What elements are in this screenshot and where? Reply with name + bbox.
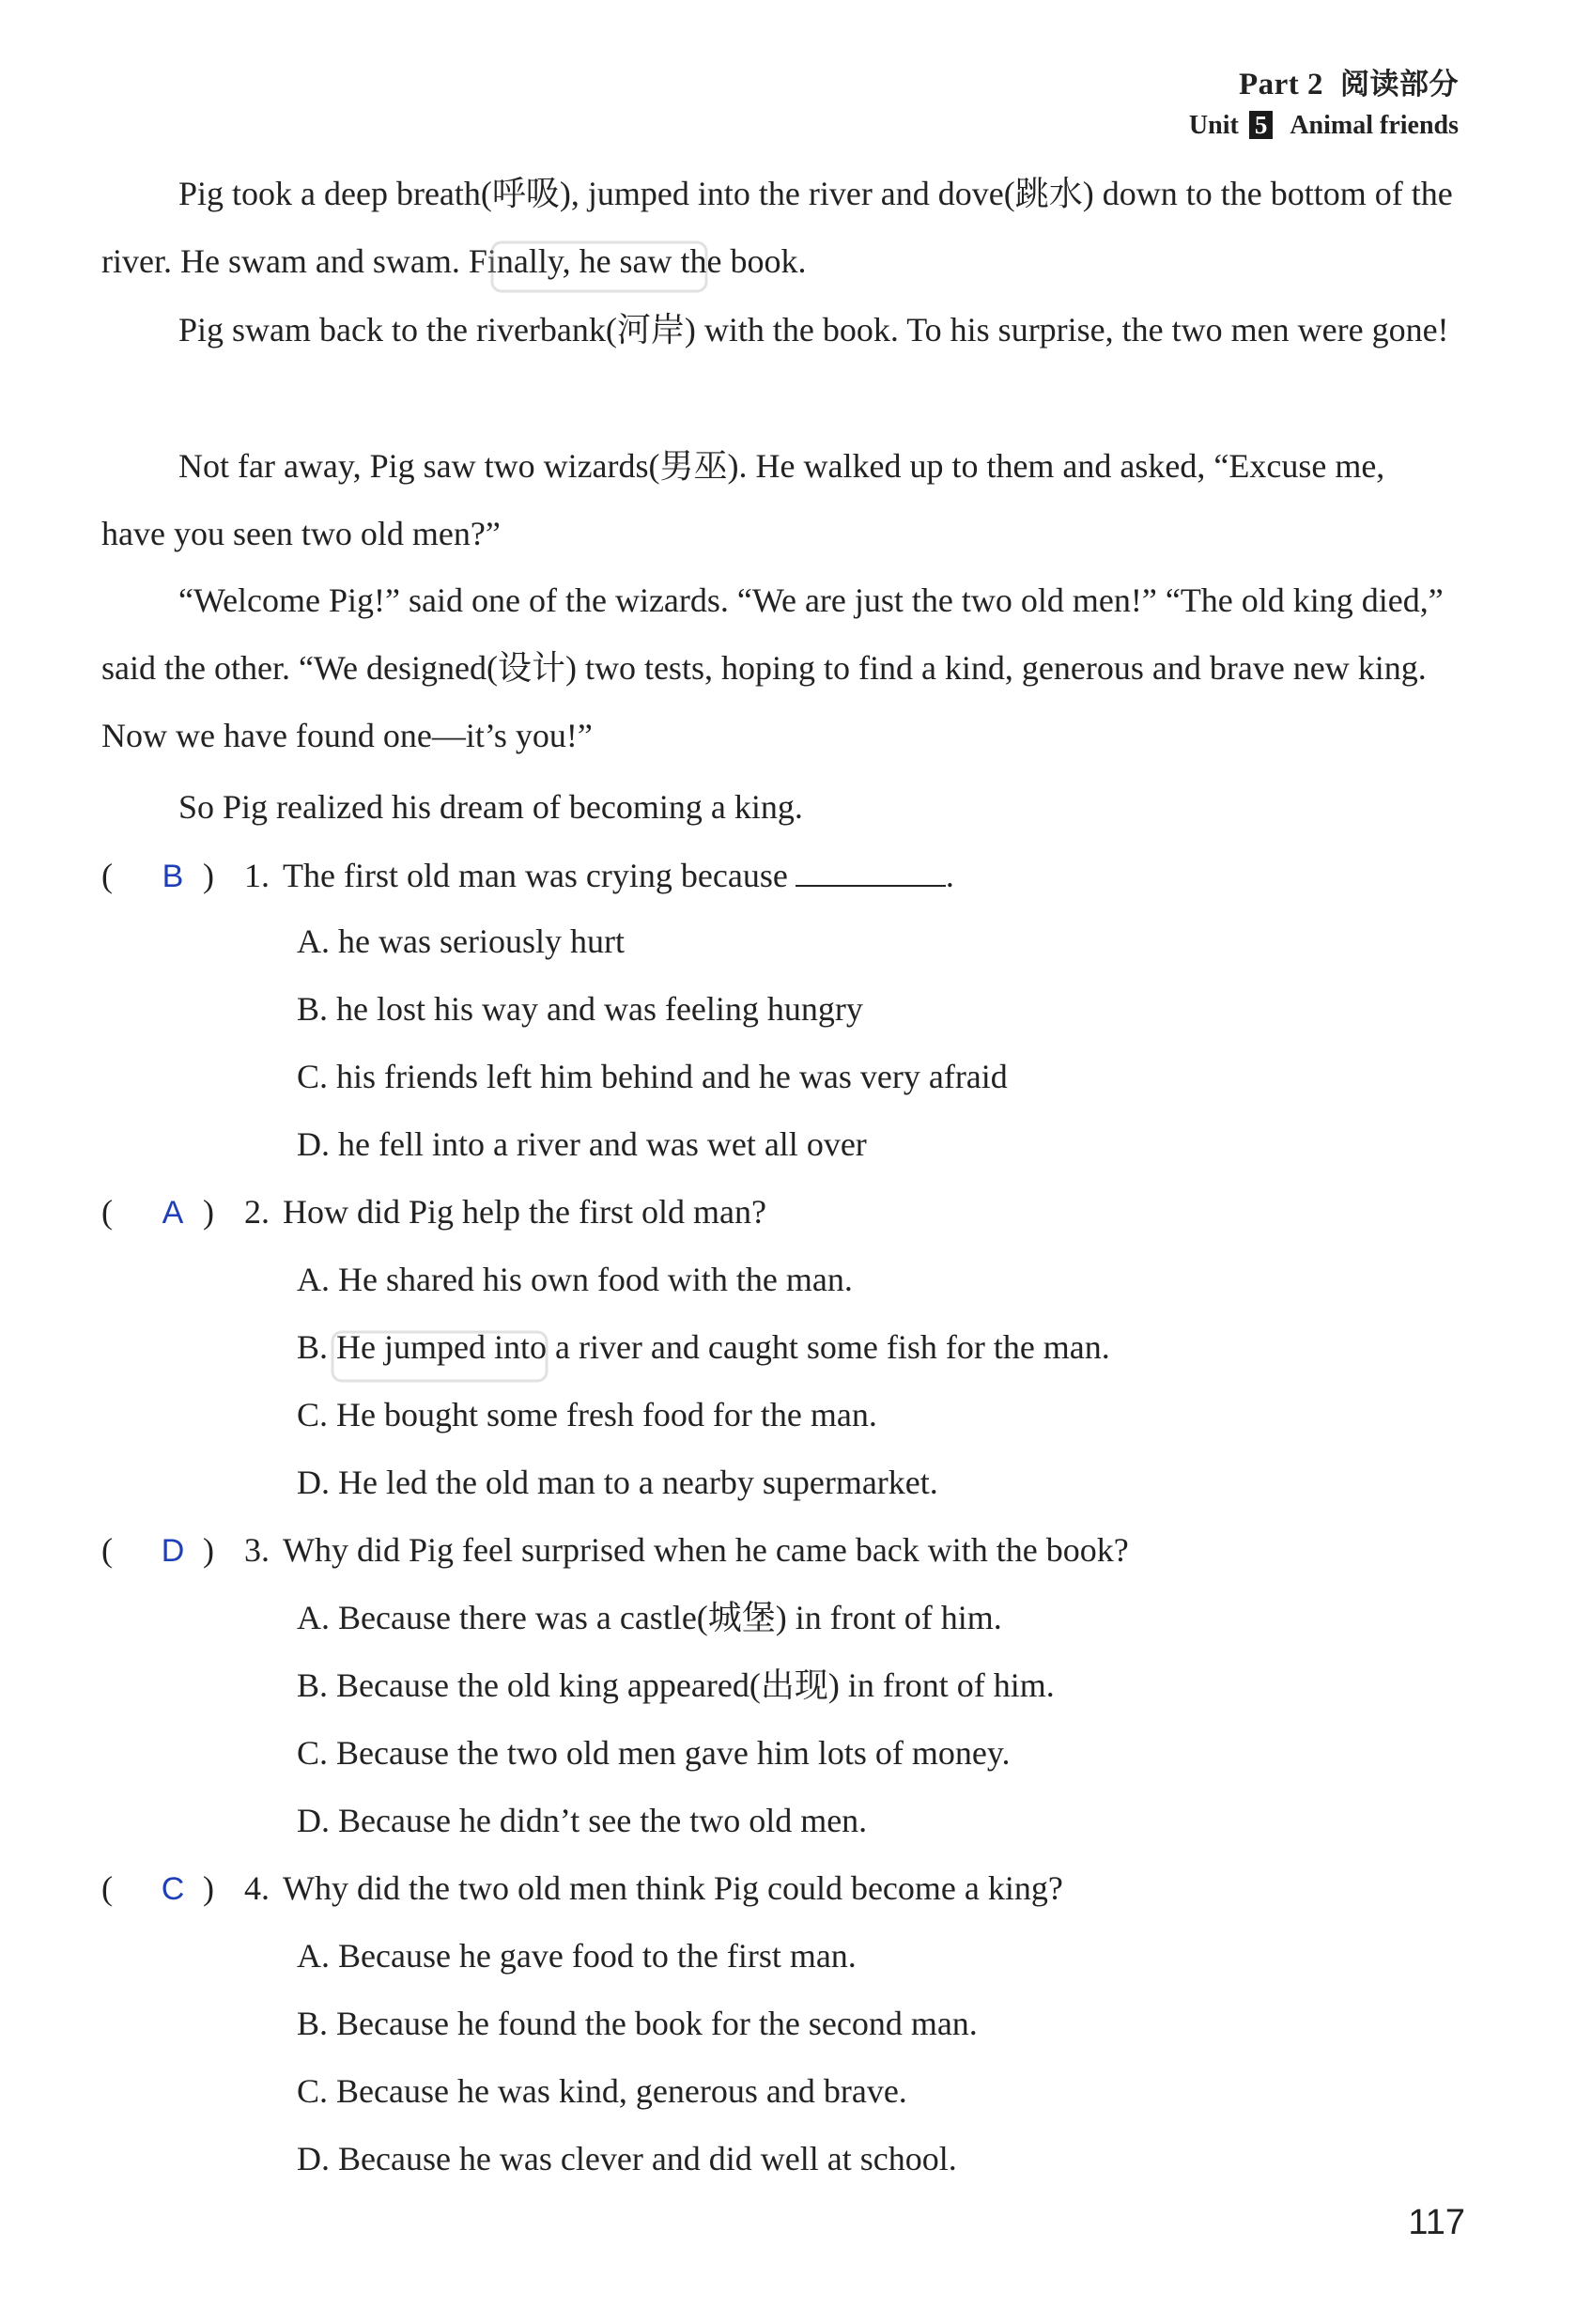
option-4c: C. Because he was kind, generous and brave.	[297, 2072, 907, 2110]
option-3d: D. Because he didn’t see the two old men.	[297, 1802, 868, 1839]
watermark-stamp	[329, 1325, 554, 1390]
question-stem: How did Pig help the first old man?	[283, 1193, 766, 1231]
answer-4: C	[161, 1871, 185, 1907]
option-2d: D. He led the old man to a nearby supermarket.	[297, 1464, 938, 1501]
option-1c: C. his friends left him behind and he was very afraid	[297, 1058, 1008, 1095]
passage-paragraph-2: Pig swam back to the riverbank(河岸) with the book. To his surprise, the two men were gone!	[178, 311, 1449, 349]
option-1a: A. he was seriously hurt	[297, 922, 625, 960]
question-number: 4.	[244, 1869, 270, 1907]
question-1: ( B ) 1. The first old man was crying because .	[101, 855, 954, 897]
question-number: 3.	[244, 1531, 270, 1569]
question-number: 1.	[244, 857, 270, 894]
option-3c: C. Because the two old men gave him lots of money.	[297, 1734, 1011, 1772]
option-4d: D. Because he was clever and did well at school.	[297, 2140, 957, 2177]
unit-name: Animal friends	[1290, 111, 1459, 140]
question-4: ( C ) 4. Why did the two old men think Pig could become a king?	[101, 1867, 1063, 1910]
unit-title	[1189, 107, 1459, 145]
question-3: ( D ) 3. Why did Pig feel surprised when he came back with the book?	[101, 1529, 1129, 1572]
option-1d: D. he fell into a river and was wet all over	[297, 1125, 867, 1163]
option-4a: A. Because he gave food to the first man.	[297, 1937, 857, 1975]
option-2b: B. He jumped into a river and caught some fish for the man.	[297, 1328, 1110, 1366]
option-4b: B. Because he found the book for the second man.	[297, 2005, 978, 2042]
unit-number-badge: 5	[1249, 111, 1274, 139]
watermark-stamp	[488, 235, 714, 301]
passage-paragraph-3: Not far away, Pig saw two wizards(男巫). He walked up to them and asked, “Excuse me, have you seen two old men?”	[101, 447, 1385, 552]
answer-blank	[796, 857, 946, 887]
passage-paragraph-4: “Welcome Pig!” said one of the wizards. “We are just the two old men!” “The old king died,” said the other. “We designed(设计) two tests, hoping to find a kind, generous and brave new king. Now we have found one—it’s you!”	[101, 581, 1444, 754]
passage-paragraph-5: So Pig realized his dream of becoming a king.	[178, 788, 803, 826]
answer-3: D	[161, 1533, 185, 1569]
part-title	[1189, 62, 1459, 107]
question-stem: The first old man was crying because	[283, 857, 788, 894]
option-1b: B. he lost his way and was feeling hungry	[297, 990, 863, 1028]
option-3a: A. Because there was a castle(城堡) in front of him.	[297, 1599, 1002, 1636]
page-header	[1189, 62, 1459, 145]
part-label: Part 2	[1238, 68, 1323, 101]
question-stem: Why did Pig feel surprised when he came back with the book?	[283, 1531, 1129, 1569]
question-number: 2.	[244, 1193, 270, 1231]
question-stem: Why did the two old men think Pig could become a king?	[283, 1869, 1063, 1907]
answer-1: B	[162, 859, 184, 894]
option-3b: B. Because the old king appeared(出现) in front of him.	[297, 1666, 1055, 1704]
answer-2: A	[162, 1195, 184, 1231]
unit-label: Unit	[1188, 111, 1239, 140]
option-2c: C. He bought some fresh food for the man.	[297, 1396, 877, 1433]
question-2: ( A ) 2. How did Pig help the first old man?	[101, 1191, 766, 1233]
option-2a: A. He shared his own food with the man.	[297, 1261, 853, 1298]
passage-paragraph-1: Pig took a deep breath(呼吸), jumped into the river and dove(跳水) down to the bottom of the river. He swam and swam. Finally, he saw the book.	[101, 175, 1453, 280]
part-label-cn: 阅读部分	[1340, 68, 1459, 101]
page-number: 117	[1408, 2203, 1465, 2242]
